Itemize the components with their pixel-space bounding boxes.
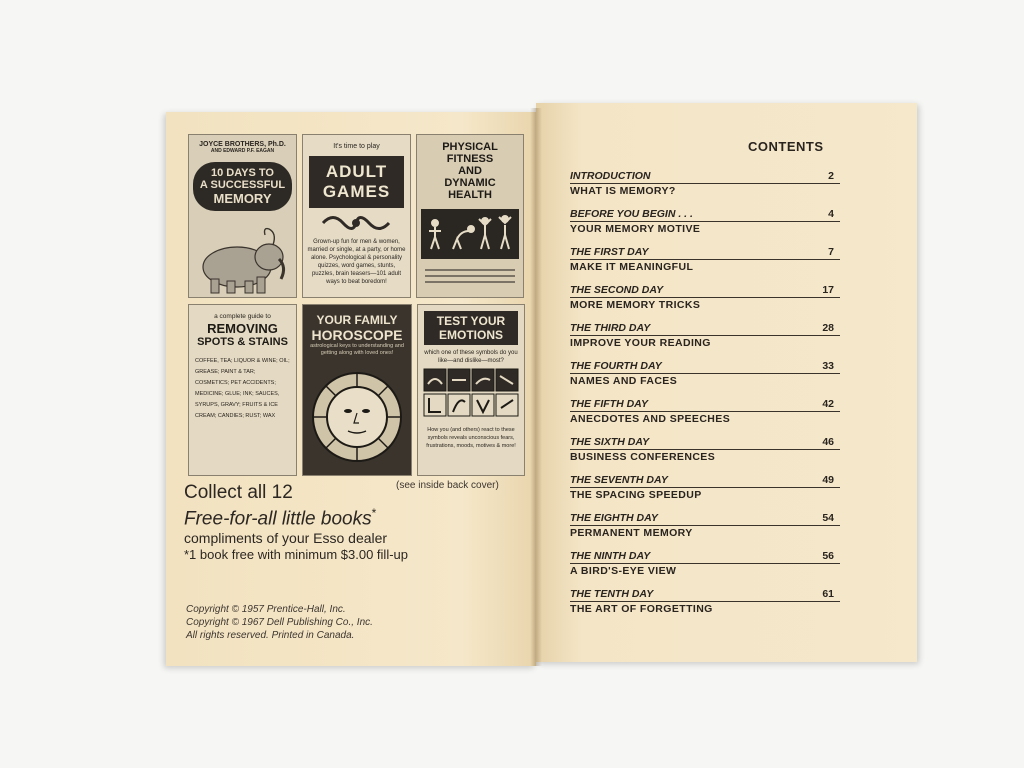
toc-chapter: THE NINTH DAY bbox=[570, 550, 651, 562]
toc-chapter: BEFORE YOU BEGIN . . . bbox=[570, 208, 693, 220]
cover-title-line: DYNAMIC bbox=[444, 177, 496, 189]
toc-title: MORE MEMORY TRICKS bbox=[570, 299, 701, 311]
toc-page-number: 61 bbox=[822, 588, 834, 600]
toc-rule bbox=[570, 525, 840, 526]
toc-entry[interactable] bbox=[570, 360, 840, 398]
toc-entry[interactable] bbox=[570, 588, 840, 626]
toc-rule bbox=[570, 487, 840, 488]
cover-removing-stains bbox=[188, 304, 297, 476]
collect-line: Collect all 12 bbox=[184, 482, 293, 503]
toc-entry[interactable] bbox=[570, 170, 840, 208]
cover-stain-list: COFFEE, TEA; LIQUOR & WINE; OIL; GREASE; PAINT & TAR; COSMETICS; PET ACCIDENTS; MEDICINE; GLUE; INK; SAUCES, SYRUPS, GRAVY; FRUITS & ICE CREAM; CANDIES; RUST; WAX bbox=[195, 358, 290, 419]
cover-blurb: Grown-up fun for men & women, married or single, at a party, or home alone. Psychological & personality quizzes, word games, stunts, puzzles, brain teasers—101 adult ways to beat boredom! bbox=[307, 239, 406, 285]
toc-entry[interactable] bbox=[570, 322, 840, 360]
cover-author: JOYCE BROTHERS, Ph.D. bbox=[199, 141, 286, 148]
toc-rule bbox=[570, 411, 840, 412]
toc-chapter: THE FOURTH DAY bbox=[570, 360, 662, 372]
cover-kicker: It's time to play bbox=[333, 143, 380, 150]
book-gutter bbox=[530, 108, 542, 666]
cover-title-line: 10 DAYS TO bbox=[211, 167, 274, 179]
toc-rule bbox=[570, 221, 840, 222]
toc-page-number: 4 bbox=[828, 208, 834, 220]
cover-title-line: PHYSICAL bbox=[442, 141, 498, 153]
cover-kicker: a complete guide to bbox=[214, 313, 271, 320]
toc-title: IMPROVE YOUR READING bbox=[570, 337, 711, 349]
toc-title: MAKE IT MEANINGFUL bbox=[570, 261, 694, 273]
cover-title-line: HEALTH bbox=[448, 189, 492, 201]
see-inside-note: (see inside back cover) bbox=[396, 480, 499, 491]
toc-entry[interactable] bbox=[570, 208, 840, 246]
cover-coauthor: AND EDWARD P.F. EAGAN bbox=[210, 148, 275, 154]
toc-entry[interactable] bbox=[570, 246, 840, 284]
cover-title-line: TEST YOUR bbox=[436, 314, 506, 328]
toc-title: ANECDOTES AND SPEECHES bbox=[570, 413, 731, 425]
toc-rule bbox=[570, 183, 840, 184]
cover-title-cloud bbox=[193, 162, 292, 211]
cover-title-line: AND bbox=[458, 165, 482, 177]
toc-chapter: THE SIXTH DAY bbox=[570, 436, 650, 448]
symbols-grid-icon bbox=[423, 368, 519, 418]
toc-chapter: THE SECOND DAY bbox=[570, 284, 664, 296]
cover-title bbox=[309, 156, 404, 208]
cover-successful-memory bbox=[188, 134, 297, 298]
toc-entry[interactable] bbox=[570, 512, 840, 550]
toc-page-number: 2 bbox=[828, 170, 834, 182]
cover-family-horoscope bbox=[302, 304, 412, 476]
toc-entry[interactable] bbox=[570, 284, 840, 322]
toc-rule bbox=[570, 601, 840, 602]
toc-chapter: THE TENTH DAY bbox=[570, 588, 654, 600]
ornament-icon bbox=[303, 212, 410, 234]
toc-entry[interactable] bbox=[570, 550, 840, 588]
toc-rule bbox=[570, 335, 840, 336]
toc-chapter: THE FIRST DAY bbox=[570, 246, 649, 258]
toc-title: BUSINESS CONFERENCES bbox=[570, 451, 716, 463]
cover-subtitle: astrological keys to understanding and getting along with loved ones! bbox=[310, 343, 404, 356]
toc-chapter: INTRODUCTION bbox=[570, 170, 651, 182]
toc-rule bbox=[570, 297, 840, 298]
collect-line: compliments of your Esso dealer bbox=[184, 530, 388, 547]
cover-title bbox=[424, 311, 518, 345]
rights-line: All rights reserved. Printed in Canada. bbox=[186, 630, 355, 641]
cover-physical-fitness bbox=[416, 134, 524, 298]
toc-rule bbox=[570, 563, 840, 564]
cover-footer: How you (and others) react to these symbols reveals unconscious fears, frustrations, moods, motives & more! bbox=[426, 427, 516, 449]
sun-face-illustration bbox=[303, 363, 411, 473]
cover-title-line: EMOTIONS bbox=[438, 328, 503, 342]
table-of-contents bbox=[570, 170, 840, 626]
toc-page-number: 54 bbox=[822, 512, 834, 524]
toc-title: THE SPACING SPEEDUP bbox=[570, 489, 702, 501]
toc-page-number: 56 bbox=[822, 550, 834, 562]
cover-title bbox=[417, 141, 523, 201]
toc-chapter: THE THIRD DAY bbox=[570, 322, 651, 334]
toc-page-number: 17 bbox=[822, 284, 834, 296]
cover-title-line: YOUR FAMILY bbox=[316, 313, 398, 327]
elephant-illustration bbox=[189, 227, 296, 297]
toc-chapter: THE SEVENTH DAY bbox=[570, 474, 668, 486]
cover-title-line: A SUCCESSFUL bbox=[199, 179, 286, 191]
cover-fineprint bbox=[425, 265, 515, 289]
toc-chapter: THE EIGHTH DAY bbox=[570, 512, 658, 524]
collect-italic-line bbox=[184, 503, 408, 529]
cover-test-emotions bbox=[417, 304, 525, 476]
toc-chapter: THE FIFTH DAY bbox=[570, 398, 648, 410]
contents-heading: CONTENTS bbox=[748, 139, 824, 154]
toc-entry[interactable] bbox=[570, 474, 840, 512]
copyright-line: Copyright © 1967 Dell Publishing Co., Inc. bbox=[186, 617, 373, 628]
cover-title-text: ADULT GAMES bbox=[322, 162, 391, 201]
exercise-figures-icon bbox=[421, 209, 519, 259]
collect-footnote: *1 book free with minimum $3.00 fill-up bbox=[184, 547, 408, 563]
cover-title-line: HOROSCOPE bbox=[311, 327, 403, 343]
exercise-photo bbox=[421, 209, 519, 259]
cover-title-line: MEMORY bbox=[213, 191, 272, 206]
collect-asterisk: * bbox=[371, 506, 377, 520]
cover-adult-games bbox=[302, 134, 411, 298]
toc-title: NAMES AND FACES bbox=[570, 375, 678, 387]
toc-page-number: 49 bbox=[822, 474, 834, 486]
toc-page-number: 33 bbox=[822, 360, 834, 372]
toc-page-number: 7 bbox=[828, 246, 834, 258]
toc-title: THE ART OF FORGETTING bbox=[570, 603, 713, 615]
toc-rule bbox=[570, 449, 840, 450]
cover-title-line: SPOTS & STAINS bbox=[197, 336, 288, 348]
toc-page-number: 42 bbox=[822, 398, 834, 410]
toc-rule bbox=[570, 259, 840, 260]
cover-question: which one of these symbols do you like—and dislike—most? bbox=[424, 350, 518, 364]
toc-page-number: 46 bbox=[822, 436, 834, 448]
cover-title-line: REMOVING bbox=[207, 321, 278, 336]
toc-title: WHAT IS MEMORY? bbox=[570, 185, 676, 197]
toc-entry[interactable] bbox=[570, 436, 840, 474]
toc-title: PERMANENT MEMORY bbox=[570, 527, 693, 539]
copyright-line: Copyright © 1957 Prentice-Hall, Inc. bbox=[186, 604, 346, 615]
collect-promo bbox=[184, 482, 408, 562]
toc-rule bbox=[570, 373, 840, 374]
toc-entry[interactable] bbox=[570, 398, 840, 436]
toc-page-number: 28 bbox=[822, 322, 834, 334]
collect-italic-text: Free-for-all little books bbox=[184, 508, 372, 530]
cover-title-line: FITNESS bbox=[446, 153, 494, 165]
toc-title: A BIRD'S-EYE VIEW bbox=[570, 565, 677, 577]
toc-title: YOUR MEMORY MOTIVE bbox=[570, 223, 701, 235]
